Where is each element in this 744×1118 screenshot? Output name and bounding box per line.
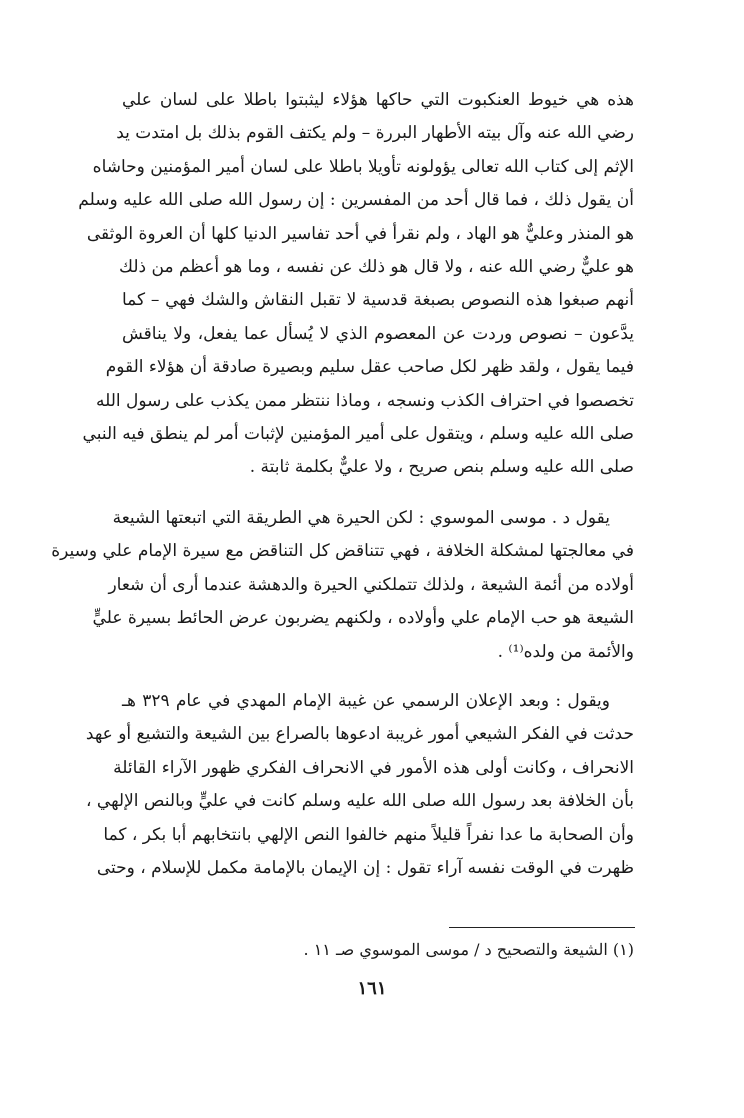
text-line: الشيعة هو حب الإمام علي وأولاده ، ولكنهم يضربون عرض الحائط بسيرة عليٍّ — [92, 608, 634, 629]
text-line: ظهرت في الوقت نفسه آراء تقول : إن الإيمان بالإمامة مكمل للإسلام ، وحتى — [96, 858, 634, 879]
page-number: ١٦١ — [357, 978, 387, 999]
text-line: أنهم صبغوا هذه النصوص بصبغة قدسية لا تقبل النقاش والشك فهي – كما — [122, 290, 634, 311]
text-line: هو عليٌّ رضي الله عنه ، ولا قال هو ذلك عن نفسه ، وما هو أعظم من ذلك — [119, 257, 634, 278]
footnote-divider — [449, 927, 635, 928]
text-line: والأئمة من ولده⁽¹⁾ . — [497, 641, 634, 662]
text-line: يدَّعون – نصوص وردت عن المعصوم الذي لا يُسأل عما يفعل، ولا يناقش — [122, 323, 634, 344]
text-line: بأن الخلافة بعد رسول الله صلى الله عليه وسلم كانت في عليٍّ وبالنص الإلهي ، — [86, 791, 634, 812]
text-line: صلى الله عليه وسلم ، ويتقول على أمير المؤمنين لإثبات أمر لم ينطق فيه النبي — [82, 424, 634, 445]
text-line: هذه هي خيوط العنكبوت التي حاكها هؤلاء ليثبتوا باطلا على لسان علي — [122, 90, 634, 110]
text-line: أن يقول ذلك ، فما قال أحد من المفسرين : إن رسول الله صلى الله عليه وسلم — [78, 190, 634, 211]
text-line: تخصصوا في احتراف الكذب ونسجه ، وماذا ننتظر ممن يكذب على رسول الله — [95, 390, 634, 411]
text-line: الإثم إلى كتاب الله تعالى يؤولونه تأويلا باطلا على لسان أمير المؤمنين وحاشاه — [92, 156, 634, 177]
text-line: أولاده من أئمة الشيعة ، ولذلك تتملكني الحيرة والدهشة عندما أرى أن شعار — [108, 574, 634, 595]
paragraph-2 — [51, 502, 634, 669]
text-line: ويقول : وبعد الإعلان الرسمي عن غيبة الإمام المهدي في عام ٣٢٩ هـ — [122, 691, 610, 711]
text-line: في معالجتها لمشكلة الخلافة ، فهي تتناقض كل التناقض مع سيرة الإمام علي وسيرة — [51, 541, 634, 562]
text-line: حدثت في الفكر الشيعي أمور غريبة ادعوها بالصراع بين الشيعة والتشيع أو عهد — [85, 724, 634, 745]
text-line: يقول د . موسى الموسوي : لكن الحيرة هي الطريقة التي اتبعتها الشيعة — [112, 508, 610, 528]
text-line: صلى الله عليه وسلم بنص صريح ، ولا عليٌّ بكلمة ثابتة . — [249, 457, 634, 478]
text-line: الانحراف ، وكانت أولى هذه الأمور في الانحراف الفكري ظهور الآراء القائلة — [113, 757, 634, 778]
text-line: وأن الصحابة ما عدا نفراً قليلاً منهم خالفوا النص الإلهي بانتخابهم أبا بكر ، كما — [103, 824, 634, 845]
text-line: فيما يقول ، ولقد ظهر لكل صاحب عقل سليم وبصيرة صادقة أن هؤلاء القوم — [105, 357, 634, 378]
paragraph-1 — [78, 84, 634, 485]
text-line: هو المنذر وعليٌّ هو الهاد ، ولم نقرأ في أحد تفاسير الدنيا كلها أن العروة الوثقى — [86, 223, 634, 244]
footnote: (١) الشيعة والتصحيح د / موسى الموسوي صـ ١١ . — [303, 940, 634, 959]
paragraph-3 — [85, 685, 634, 885]
text-line: رضي الله عنه وآل بيته الأطهار البررة – ولم يكتف القوم بذلك بل امتدت يد — [116, 123, 634, 144]
